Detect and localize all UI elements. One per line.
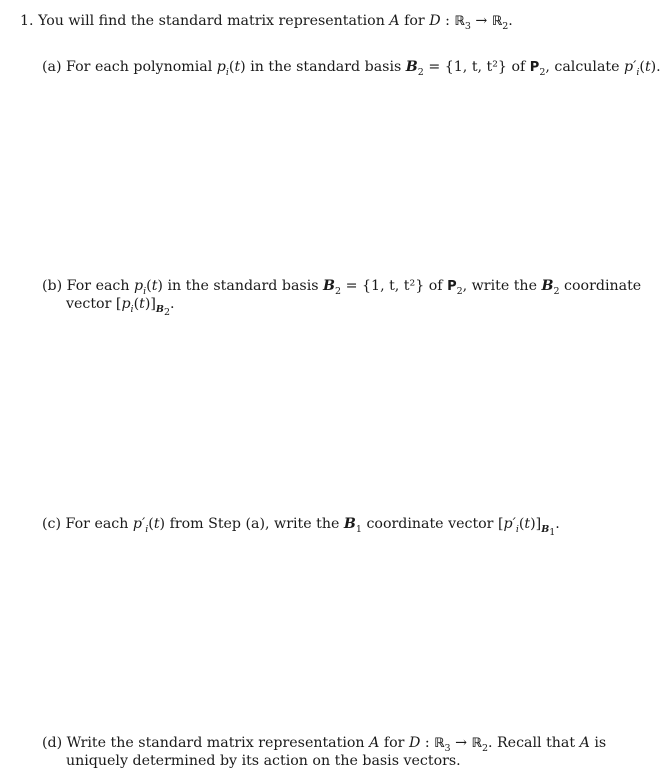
- matrix-symbol: A: [389, 13, 400, 29]
- part-c-label: (c): [42, 516, 62, 532]
- part-a: (a) For each polynomial $p_i(t)$ in the standard basis $B_2 = \{1$, t, t²} of $P_2$, calculate $p'_i(t)$.: [42, 59, 661, 78]
- part-a-label: (a): [42, 59, 62, 75]
- part-b-label: (b): [42, 278, 63, 294]
- problem-intro: You will find the standard matrix representation: [38, 13, 385, 29]
- part-d-line-1: (d) Write the standard matrix representation A for D : ℝ$_3$ → ℝ$_2$. Recall that A is: [42, 735, 607, 754]
- for-text: for: [404, 13, 425, 29]
- map-symbol: D: [429, 13, 441, 29]
- part-d-line-2: uniquely determined by its action on the basis vectors.: [66, 753, 461, 769]
- problem-statement: 1. You will find the standard matrix representation A for D : ℝ$_3$ → ℝ$_2$.: [20, 13, 513, 32]
- part-d-label: (d): [42, 735, 63, 751]
- part-b-line-1: (b) For each $p_i(t)$ in the standard basis $B_2 = \{1$, t, t²} of $P_2$, write the $B_2$ coordinate: [42, 278, 642, 297]
- part-c: (c) For each $p'_i(t)$ from Step (a), write the $B_1$ coordinate vector $[p'_i(t)]_{B_1}$.: [42, 516, 560, 538]
- part-b-line-2: vector $[p_i(t)]_{B_2}$.: [66, 296, 175, 318]
- problem-number: 1.: [20, 13, 34, 29]
